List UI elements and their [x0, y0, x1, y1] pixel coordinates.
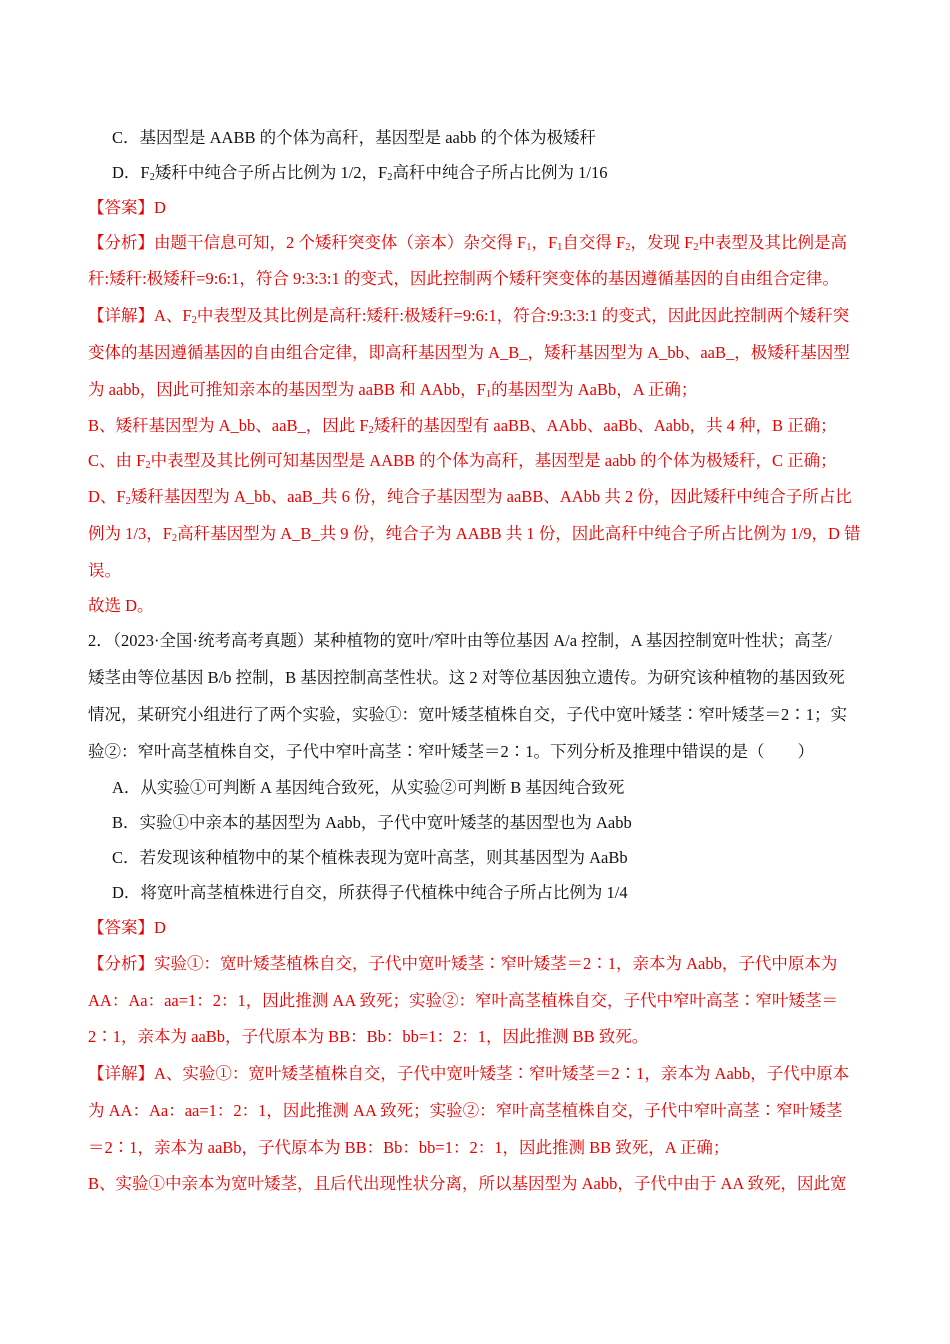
q1-detail-line-6: D、$F_2$矮秆基因型为 A_bb、aaB_共 6 份，纯合子基因型为 aaBB、AAbb 共 2 份，因此矮秆中纯合子所占比: [88, 487, 852, 507]
q2-option-c: C．若发现该种植物中的某个植株表现为宽叶高茎，则其基因型为 AaBb: [112, 848, 628, 867]
q2-detail-line-4: B、实验①中亲本为宽叶矮茎，且后代出现性状分离，所以基因型为 Aabb，子代中由于 AA 致死，因此宽: [88, 1174, 847, 1193]
q2-stem-line-4: 验②：窄叶高茎植株自交，子代中窄叶高茎∶窄叶矮茎＝2∶1。下列分析及推理中错误的是（ ）: [88, 742, 814, 761]
q1-detail-line-2: 变体的基因遵循基因的自由组合定律，即高秆基因型为 A_B_，矮秆基因型为 A_bb、aaB_，极矮秆基因型: [88, 343, 850, 362]
q1-detail-line-8: 误。: [88, 561, 121, 580]
q1-option-d: D．$F_2$矮秆中纯合子所占比例为 1/2，$F_2$高秆中纯合子所占比例为 1/16: [112, 163, 608, 183]
q2-detail-line-2: 为 AA：Aa：aa=1：2：1，因此推测 AA 致死；实验②：窄叶高茎植株自交，子代中窄叶高茎∶窄叶矮茎: [88, 1101, 843, 1120]
q1-answer: 【答案】D: [88, 198, 166, 217]
q1-option-c: C．基因型是 AABB 的个体为高秆，基因型是 aabb 的个体为极矮秆: [112, 128, 596, 147]
q1-detail-line-7: 例为 1/3，$F_2$高秆基因型为 A_B_共 9 份，纯合子为 AABB 共 1 份，因此高秆中纯合子所占比例为 1/9，D 错: [88, 524, 861, 544]
q1-conclusion: 故选 D。: [88, 596, 154, 615]
q1-detail-line-3: 为 aabb，因此可推知亲本的基因型为 aaBB 和 AAbb，$F_1$的基因型为 AaBb，A 正确；: [88, 380, 698, 400]
q2-answer: 【答案】D: [88, 918, 166, 937]
q2-detail-line-1: 【详解】A、实验①：宽叶矮茎植株自交，子代中宽叶矮茎∶窄叶矮茎＝2∶1，亲本为 Aabb，子代中原本: [88, 1064, 850, 1083]
q2-stem-line-3: 情况，某研究小组进行了两个实验，实验①：宽叶矮茎植株自交，子代中宽叶矮茎∶窄叶矮茎＝2∶1；实: [88, 705, 847, 724]
q1-analysis-line-1: 【分析】由题干信息可知，2 个矮秆突变体（亲本）杂交得 $F_1$，$F_1$自交得 $F_2$，发现 $F_2$中表型及其比例是高: [88, 233, 847, 253]
q2-option-d: D．将宽叶高茎植株进行自交，所获得子代植株中纯合子所占比例为 1/4: [112, 883, 628, 902]
q2-stem-line-2: 矮茎由等位基因 B/b 控制，B 基因控制高茎性状。这 2 对等位基因独立遗传。为研究该种植物的基因致死: [88, 668, 845, 687]
q2-option-b: B．实验①中亲本的基因型为 Aabb，子代中宽叶矮茎的基因型也为 Aabb: [112, 813, 632, 832]
q2-analysis-line-3: 2∶1，亲本为 aaBb，子代原本为 BB：Bb：bb=1：2：1，因此推测 BB 致死。: [88, 1027, 649, 1046]
q2-analysis-line-1: 【分析】实验①：宽叶矮茎植株自交，子代中宽叶矮茎∶窄叶矮茎＝2∶1，亲本为 Aabb，子代中原本为: [88, 954, 838, 973]
q1-detail-line-1: 【详解】A、$F_2$中表型及其比例是高秆:矮秆:极矮秆=9:6:1，符合:9:3:3:1 的变式，因此因此控制两个矮秆突: [88, 306, 850, 326]
q2-option-a: A．从实验①可判断 A 基因纯合致死，从实验②可判断 B 基因纯合致死: [112, 778, 625, 797]
q2-detail-line-3: ＝2∶1，亲本为 aaBb，子代原本为 BB：Bb：bb=1：2：1，因此推测 BB 致死，A 正确；: [88, 1138, 730, 1157]
q1-detail-line-4: B、矮秆基因型为 A_bb、aaB_，因此 $F_2$矮秆的基因型有 aaBB、AAbb、aaBb、Aabb，共 4 种，B 正确；: [88, 416, 837, 436]
q1-detail-line-5: C、由 $F_2$中表型及其比例可知基因型是 AABB 的个体为高秆，基因型是 aabb 的个体为极矮秆，C 正确；: [88, 451, 837, 471]
q2-analysis-line-2: AA：Aa：aa=1：2：1，因此推测 AA 致死；实验②：窄叶高茎植株自交，子代中窄叶高茎∶窄叶矮茎＝: [88, 991, 838, 1010]
q1-analysis-line-2: 秆:矮秆:极矮秆=9:6:1，符合 9:3:3:1 的变式，因此控制两个矮秆突变体的基因遵循基因的自由组合定律。: [88, 269, 839, 288]
q2-stem-line-1: 2．（2023·全国·统考高考真题）某种植物的宽叶/窄叶由等位基因 A/a 控制，A 基因控制宽叶性状；高茎/: [88, 631, 832, 650]
